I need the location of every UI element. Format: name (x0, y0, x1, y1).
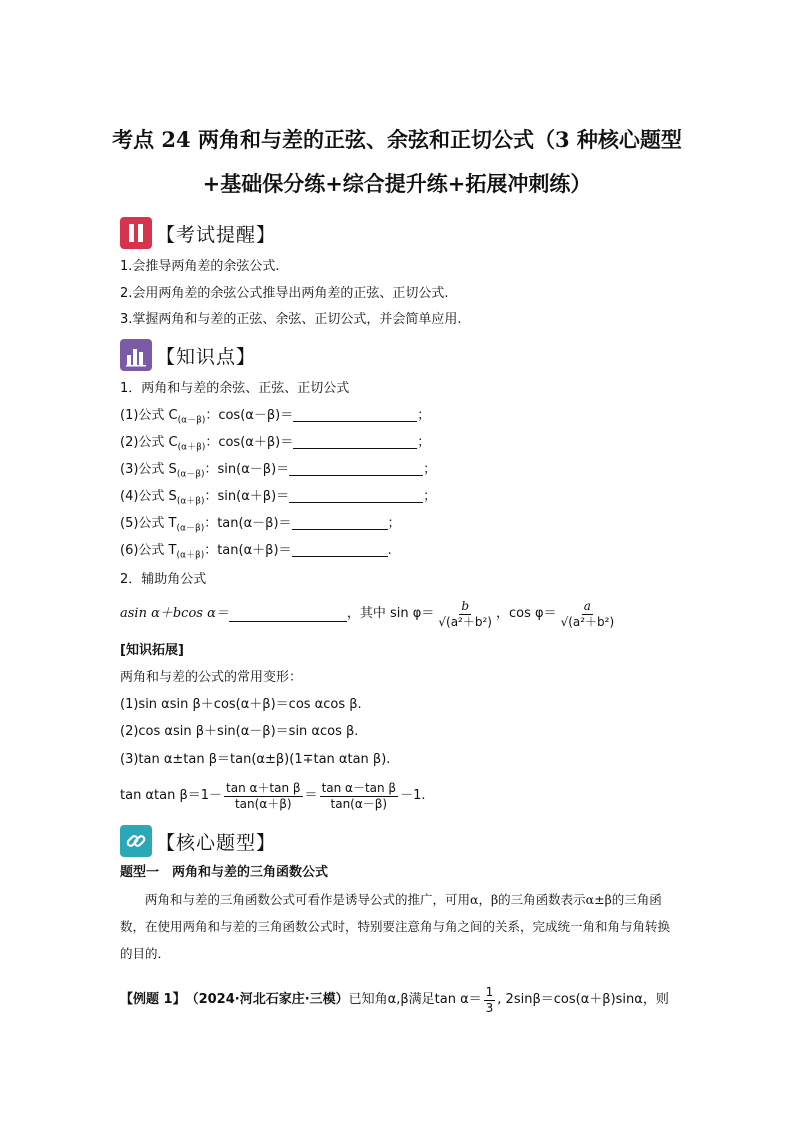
answer-blank[interactable] (293, 407, 417, 422)
extension-item-4: tan αtan β＝1－ $\frac{\text{tan α＋tan β}}{\tan(\alpha+\beta)}$ ＝ $\frac{\text{tan α－tan β}}{\tan(\alpha-\beta)}$ －1. (120, 780, 426, 811)
knowledge-heading-2: 2．辅助角公式 (120, 572, 207, 587)
section-core-label: 【核心题型】 (156, 831, 277, 854)
link-icon (120, 825, 152, 857)
extension-item-1: (1)sin αsin β＋cos(α＋β)＝cos αcos β. (120, 697, 362, 712)
section-knowledge-label: 【知识点】 (156, 345, 257, 368)
type-1-description: 两角和与差的三角函数公式可看作是诱导公式的推广，可用α，β的三角函数表示α±β的三角函数，在使用两角和与差的三角函数公式时，特别要注意角与角之间的关系，完成统一角和角与角转换的目的． (120, 892, 671, 961)
extension-intro: 两角和与差的公式的常用变形： (120, 670, 303, 685)
fraction: $\frac{\text{tan α－tan β}}{\tan(\alpha-\beta)}$ (321, 780, 397, 811)
formula-row: (4)公式 $S_{(\alpha+\beta)}$：sin(α＋β)＝ ； (120, 489, 437, 507)
aux-angle-formula: asin α＋bcos α＝ ，其中 sin φ＝ $\frac{b}{\text{√(a²＋b²)}}$ ，cos φ＝ $\frac{a}{\text{√(a²＋b²)}}$ (120, 598, 615, 629)
section-knowledge-header (120, 338, 256, 372)
formula-row: (5)公式 $T_{(\alpha-\beta)}$：tan(α－β)＝ ； (120, 516, 401, 534)
example-source: （2024·河北石家庄·三模） (185, 992, 349, 1007)
exam-point-1: 1.会推导两角差的余弦公式. (120, 259, 280, 274)
example-tag: 【例题 1】 (120, 992, 186, 1007)
formula-row: (2)公式 $C_{(\alpha+\beta)}$：cos(α＋β)＝ ； (120, 435, 431, 453)
answer-blank[interactable] (289, 488, 423, 503)
fraction: $\frac{b}{\text{√(a²＋b²)}}$ (438, 598, 492, 629)
title-line-1: 考点 24 两角和与差的正弦、余弦和正切公式（3 种核心题型 (112, 127, 682, 152)
knowledge-heading-1: 1．两角和与差的余弦、正弦、正切公式 (120, 381, 350, 396)
answer-blank[interactable] (229, 607, 347, 622)
example-1: 【例题 1】 （2024·河北石家庄·三模） 已知角α,β满足tan α＝ $\frac{1}{3}$ , 2sinβ＝cos(α＋β)sinα，则 (120, 984, 669, 1015)
pause-bars-icon (120, 217, 152, 249)
section-exam-header (120, 216, 276, 250)
section-exam-label: 【考试提醒】 (156, 223, 277, 246)
exam-point-2: 2.会用两角差的余弦公式推导出两角差的正弦、正切公式. (120, 286, 449, 301)
section-core-header (120, 824, 276, 858)
fraction: $\frac{a}{\text{√(a²＋b²)}}$ (560, 598, 615, 629)
fraction: $\frac{\text{tan α＋tan β}}{\tan(\alpha+\beta)}$ (226, 780, 301, 811)
answer-blank[interactable] (292, 542, 388, 557)
formula-row: (6)公式 $T_{(\alpha+\beta)}$：tan(α＋β)＝ . (120, 543, 392, 561)
fraction: $\frac{1}{3}$ (485, 984, 494, 1015)
page-title (100, 118, 694, 206)
formula-row: (1)公式 $C_{(\alpha-\beta)}$：cos(α－β)＝ ； (120, 408, 431, 426)
title-line-2: +基础保分练+综合提升练+拓展冲刺练） (202, 171, 592, 196)
extension-item-3: (3)tan α±tan β＝tan(α±β)(1∓tan αtan β). (120, 752, 391, 767)
formula-row: (3)公式 $S_{(\alpha-\beta)}$：sin(α－β)＝ ； (120, 462, 437, 480)
extension-heading: [知识拓展] (120, 643, 184, 658)
exam-point-3: 3.掌握两角和与差的正弦、余弦、正切公式，并会简单应用. (120, 312, 462, 327)
question-type-1: 题型一 两角和与差的三角函数公式 (120, 865, 329, 880)
answer-blank[interactable] (289, 461, 423, 476)
answer-blank[interactable] (293, 434, 417, 449)
answer-blank[interactable] (292, 515, 388, 530)
extension-item-2: (2)cos αsin β＋sin(α－β)＝sin αcos β. (120, 724, 359, 739)
bar-chart-icon (120, 339, 152, 371)
